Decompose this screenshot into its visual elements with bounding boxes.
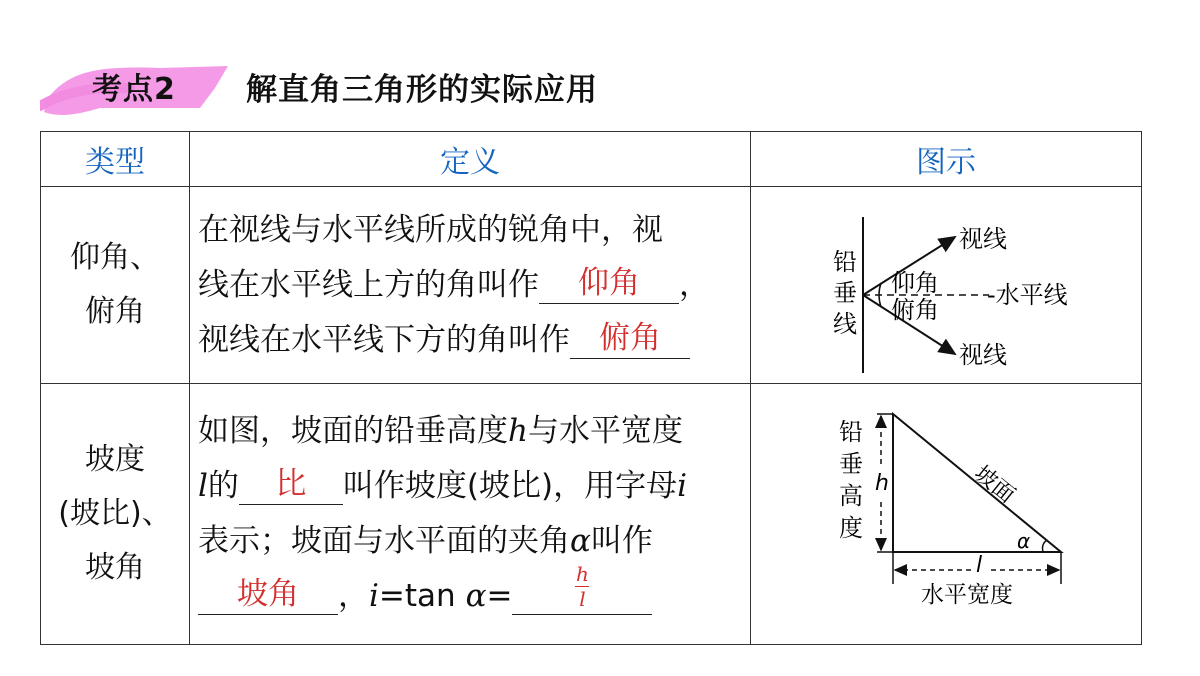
angle-figure [751,187,1141,379]
alpha-label: α [1017,529,1031,553]
vertical-label: 垂 [839,450,863,478]
definition-text: = [486,578,513,614]
definition-cell [190,187,751,384]
vertical-label: 度 [839,514,863,542]
header-type: 类型 [41,132,190,187]
sight-label-bottom: 视线 [959,341,1007,369]
type-label: 坡角 [85,550,145,585]
definition-text: ， [679,266,710,303]
angle-arc [1043,540,1048,552]
definition-text: ， [338,578,369,614]
variable-alpha: α [465,578,487,614]
section-tag: 考点2 [92,72,176,107]
vertical-label: 垂 [833,279,857,307]
l-label: l [976,553,983,578]
fraction-answer [575,563,589,610]
h-label: h [875,471,889,496]
type-label: 俯角 [85,294,145,329]
depression-label: 俯角 [891,296,939,324]
header-figure: 图示 [751,132,1142,187]
variable-i: i [677,468,688,504]
type-cell [41,187,190,384]
section-title: 解直角三角形的实际应用 [246,72,598,108]
sight-label-top: 视线 [959,225,1007,253]
answer-blank: 坡角 [198,574,338,615]
horizontal-label: -水平线 [987,281,1068,309]
answer-blank: 仰角 [539,263,679,304]
variable-i: i [369,578,379,614]
vertical-label: 铅 [833,248,857,276]
variable-h: h [508,413,528,449]
fraction-numerator: h [576,562,589,586]
fraction-denominator: l [579,587,586,611]
definition-text: 与水平宽度 [527,413,683,449]
slope-label: 坡面 [969,461,1020,509]
type-cell [41,384,190,645]
definition-line [198,258,744,313]
answer-blank: 俯角 [570,318,690,359]
vertical-label: 高 [839,482,863,510]
vertical-label: 线 [833,310,857,338]
definition-cell [190,384,751,645]
knowledge-table [40,131,1142,645]
elevation-label: 仰角 [891,269,939,297]
definition-text: 叫作 [590,523,653,559]
slope-figure [751,384,1141,640]
horizontal-width-label: 水平宽度 [921,582,1013,608]
table-row [41,384,1142,645]
definition-line [198,404,744,459]
answer-blank: 比 [239,464,343,505]
definition-line [198,562,744,624]
type-label: (坡比)、 [58,496,172,531]
definition-line [198,459,744,514]
variable-l: l [198,468,208,504]
definition-text: 的 [207,468,239,504]
vertical-label: 铅 [839,418,863,446]
definition-text: 线在水平线上方的角叫作 [198,266,539,303]
table-header-row [41,132,1142,187]
definition-line [198,514,744,569]
definition-text: 在视线与水平线所成的锐角中，视 [198,211,663,248]
definition-text: =tan [378,578,466,614]
type-label: 坡度 [85,442,145,477]
answer-blank-fraction [512,562,652,615]
table-row [41,187,1142,384]
definition-line [198,313,744,368]
type-label: 仰角、 [70,240,160,275]
header-definition: 定义 [190,132,751,187]
definition-text: 叫作坡度(坡比)，用字母 [342,468,678,504]
definition-text: 如图，坡面的铅垂高度 [198,413,508,449]
variable-alpha: α [570,523,591,559]
figure-cell [751,384,1142,645]
figure-cell [751,187,1142,384]
definition-text: 视线在水平线下方的角叫作 [198,321,570,358]
definition-text: 表示；坡面与水平面的夹角 [198,523,570,559]
